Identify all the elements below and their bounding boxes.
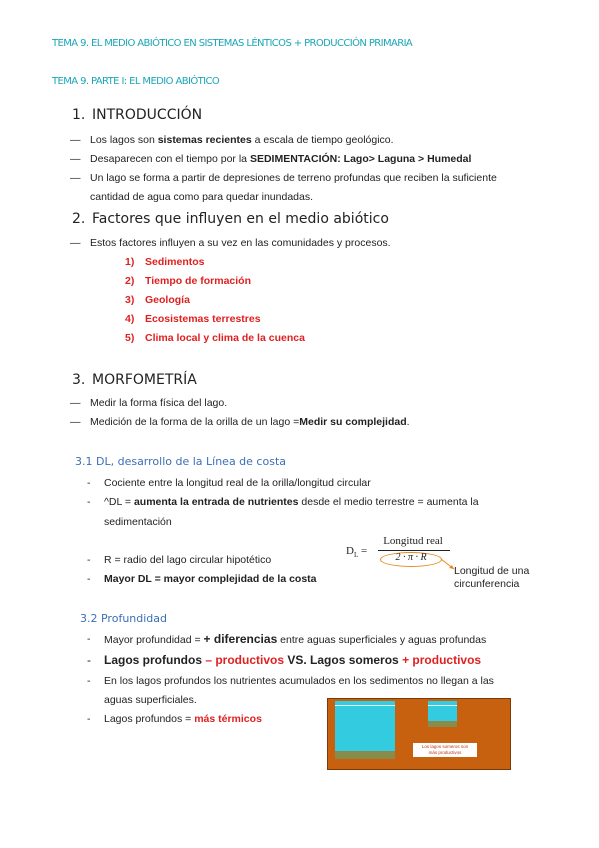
factor-item: 3) Geología [125, 294, 190, 306]
factor-item: 2) Tiempo de formación [125, 275, 251, 287]
section-1-heading [72, 107, 202, 123]
subsection-3-2-heading: 3.2 Profundidad [80, 612, 168, 625]
text: cantidad de agua como para quedar inundadas. [90, 191, 314, 203]
section-2-heading [72, 211, 389, 227]
formula-numerator: Longitud real [383, 535, 443, 547]
factor-item: 1) Sedimentos [125, 256, 205, 268]
text: Medición de la forma de la orilla de un lago = [90, 416, 300, 428]
factor-item: 5) Clima local y clima de la cuenca [125, 332, 305, 344]
deep-lake-surface [335, 705, 395, 706]
subsection-3-1-heading: 3.1 DL, desarrollo de la Línea de costa [75, 455, 286, 468]
text: Medir la forma física del lago. [90, 397, 228, 409]
shallow-lake-surface [428, 705, 457, 706]
section-title: INTRODUCCIÓN [92, 107, 203, 123]
text: Un lago se forma a partir de depresiones de terreno profundas que reciben la suficiente [90, 172, 497, 184]
text: . [406, 416, 410, 428]
part-title: TEMA 9. PARTE I: EL MEDIO ABIÓTICO [52, 76, 220, 87]
text: Desaparecen con el tiempo por la [90, 153, 250, 165]
section-number: 3. [72, 372, 86, 388]
formula-denominator: 2 · π · R [395, 552, 427, 563]
factor-item: 4) Ecosistemas terrestres [125, 313, 261, 325]
deep-lake-sediment [335, 751, 395, 759]
formula-annotation: Longitud de una circunferencia [454, 565, 530, 590]
section-title: MORFOMETRÍA [92, 372, 197, 388]
section-number: 2. [72, 211, 86, 227]
main-title: TEMA 9. EL MEDIO ABIÓTICO EN SISTEMAS LÉNTICOS + PRODUCCIÓN PRIMARIA [52, 38, 413, 49]
shallow-lake-water [428, 701, 457, 721]
text: a escala de tiempo geológico. [251, 134, 394, 146]
section-title: Factores que influyen en el medio abiótico [92, 211, 389, 227]
fraction-bar [378, 550, 450, 551]
figure-caption: Los lagos someros son más productivos [413, 743, 477, 757]
text: Estos factores influyen a su vez en las comunidades y procesos. [90, 237, 391, 249]
formula-lhs: $D_L$ = [346, 545, 368, 560]
lake-depth-figure [327, 698, 511, 770]
shallow-lake-sediment [428, 721, 457, 727]
bold-text: Medir su complejidad [299, 416, 407, 428]
section-number: 1. [72, 107, 86, 123]
bold-text: sistemas recientes [157, 134, 252, 146]
section-3-heading [72, 372, 197, 388]
text: Los lagos son [90, 134, 158, 146]
dl-formula [346, 535, 556, 595]
bold-text: SEDIMENTACIÓN: Lago> Laguna > Humedal [249, 153, 472, 165]
deep-lake-water [335, 701, 395, 751]
